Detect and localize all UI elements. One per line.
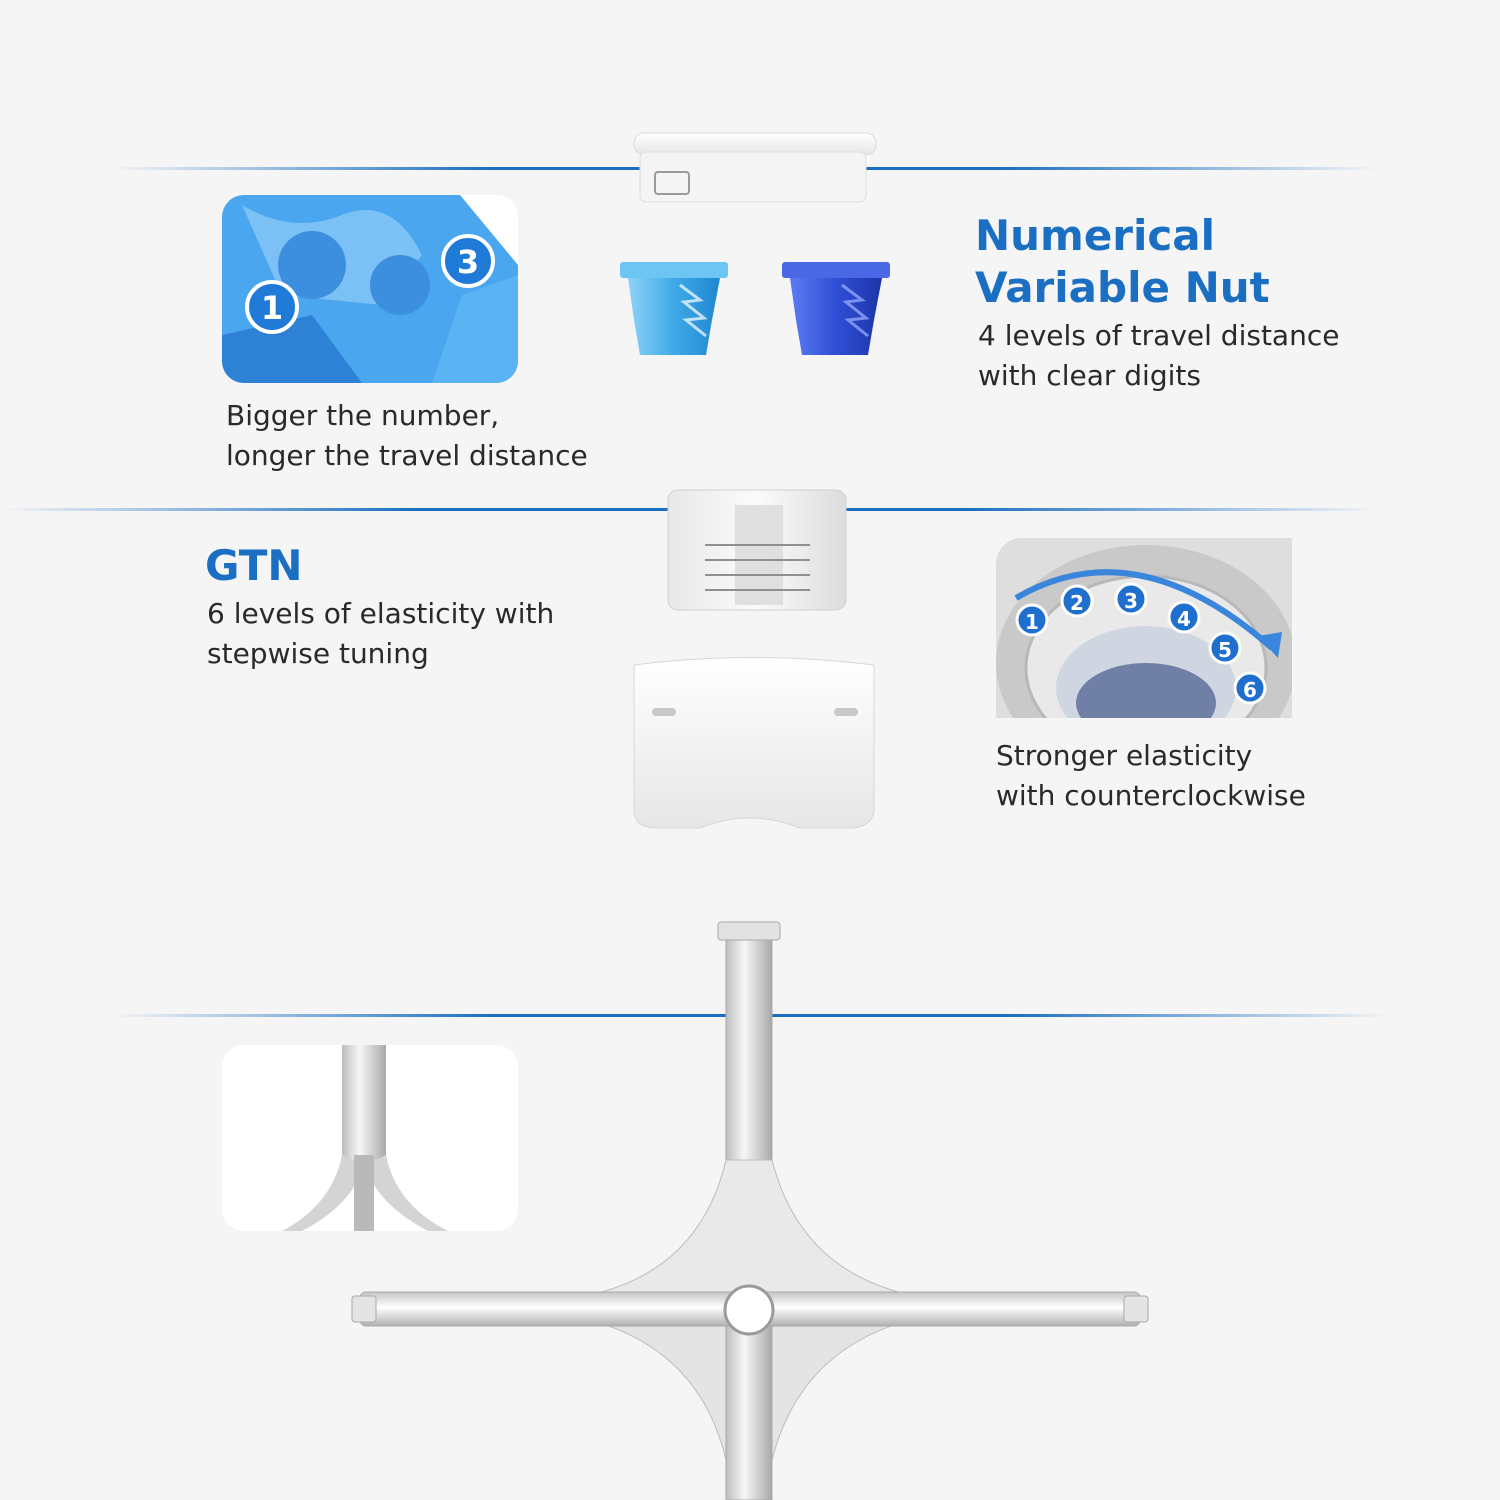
gtn-desc-line2: stepwise tuning xyxy=(207,637,429,670)
svg-text:1: 1 xyxy=(1025,610,1039,634)
elasticity-dial-inset xyxy=(996,538,1292,718)
gtn-title: GTN xyxy=(205,541,303,590)
svg-text:2: 2 xyxy=(1070,591,1084,615)
nut-desc-line2: with clear digits xyxy=(978,359,1201,392)
nut-caption-line1: Bigger the number, xyxy=(226,399,500,432)
stabilizer-closeup-graphic xyxy=(222,1045,518,1231)
stabilizer-closeup-inset xyxy=(222,1045,518,1231)
elasticity-caption-line2: with counterclockwise xyxy=(996,779,1306,812)
svg-text:3: 3 xyxy=(1124,589,1138,613)
nut-inset-caption xyxy=(226,396,588,476)
elasticity-dial-graphic xyxy=(996,538,1292,718)
nut-title-line2: Variable Nut xyxy=(975,263,1270,312)
nut-desc-line1: 4 levels of travel distance xyxy=(978,319,1340,352)
svg-text:1: 1 xyxy=(260,289,284,327)
elasticity-caption-line1: Stronger elasticity xyxy=(996,739,1253,772)
elasticity-inset-caption xyxy=(996,736,1306,816)
gtn-desc-line1: 6 levels of elasticity with xyxy=(207,597,555,630)
nut-closeup-graphic xyxy=(222,195,518,383)
svg-text:4: 4 xyxy=(1177,607,1191,631)
svg-text:3: 3 xyxy=(456,243,480,281)
nut-title-line1: Numerical xyxy=(975,211,1216,260)
nut-title xyxy=(975,210,1270,314)
gtn-description xyxy=(207,594,554,674)
nut-closeup-inset xyxy=(222,195,518,383)
svg-text:5: 5 xyxy=(1218,638,1232,662)
nut-description xyxy=(978,316,1339,396)
svg-text:6: 6 xyxy=(1243,678,1257,702)
nut-caption-line2: longer the travel distance xyxy=(226,439,588,472)
